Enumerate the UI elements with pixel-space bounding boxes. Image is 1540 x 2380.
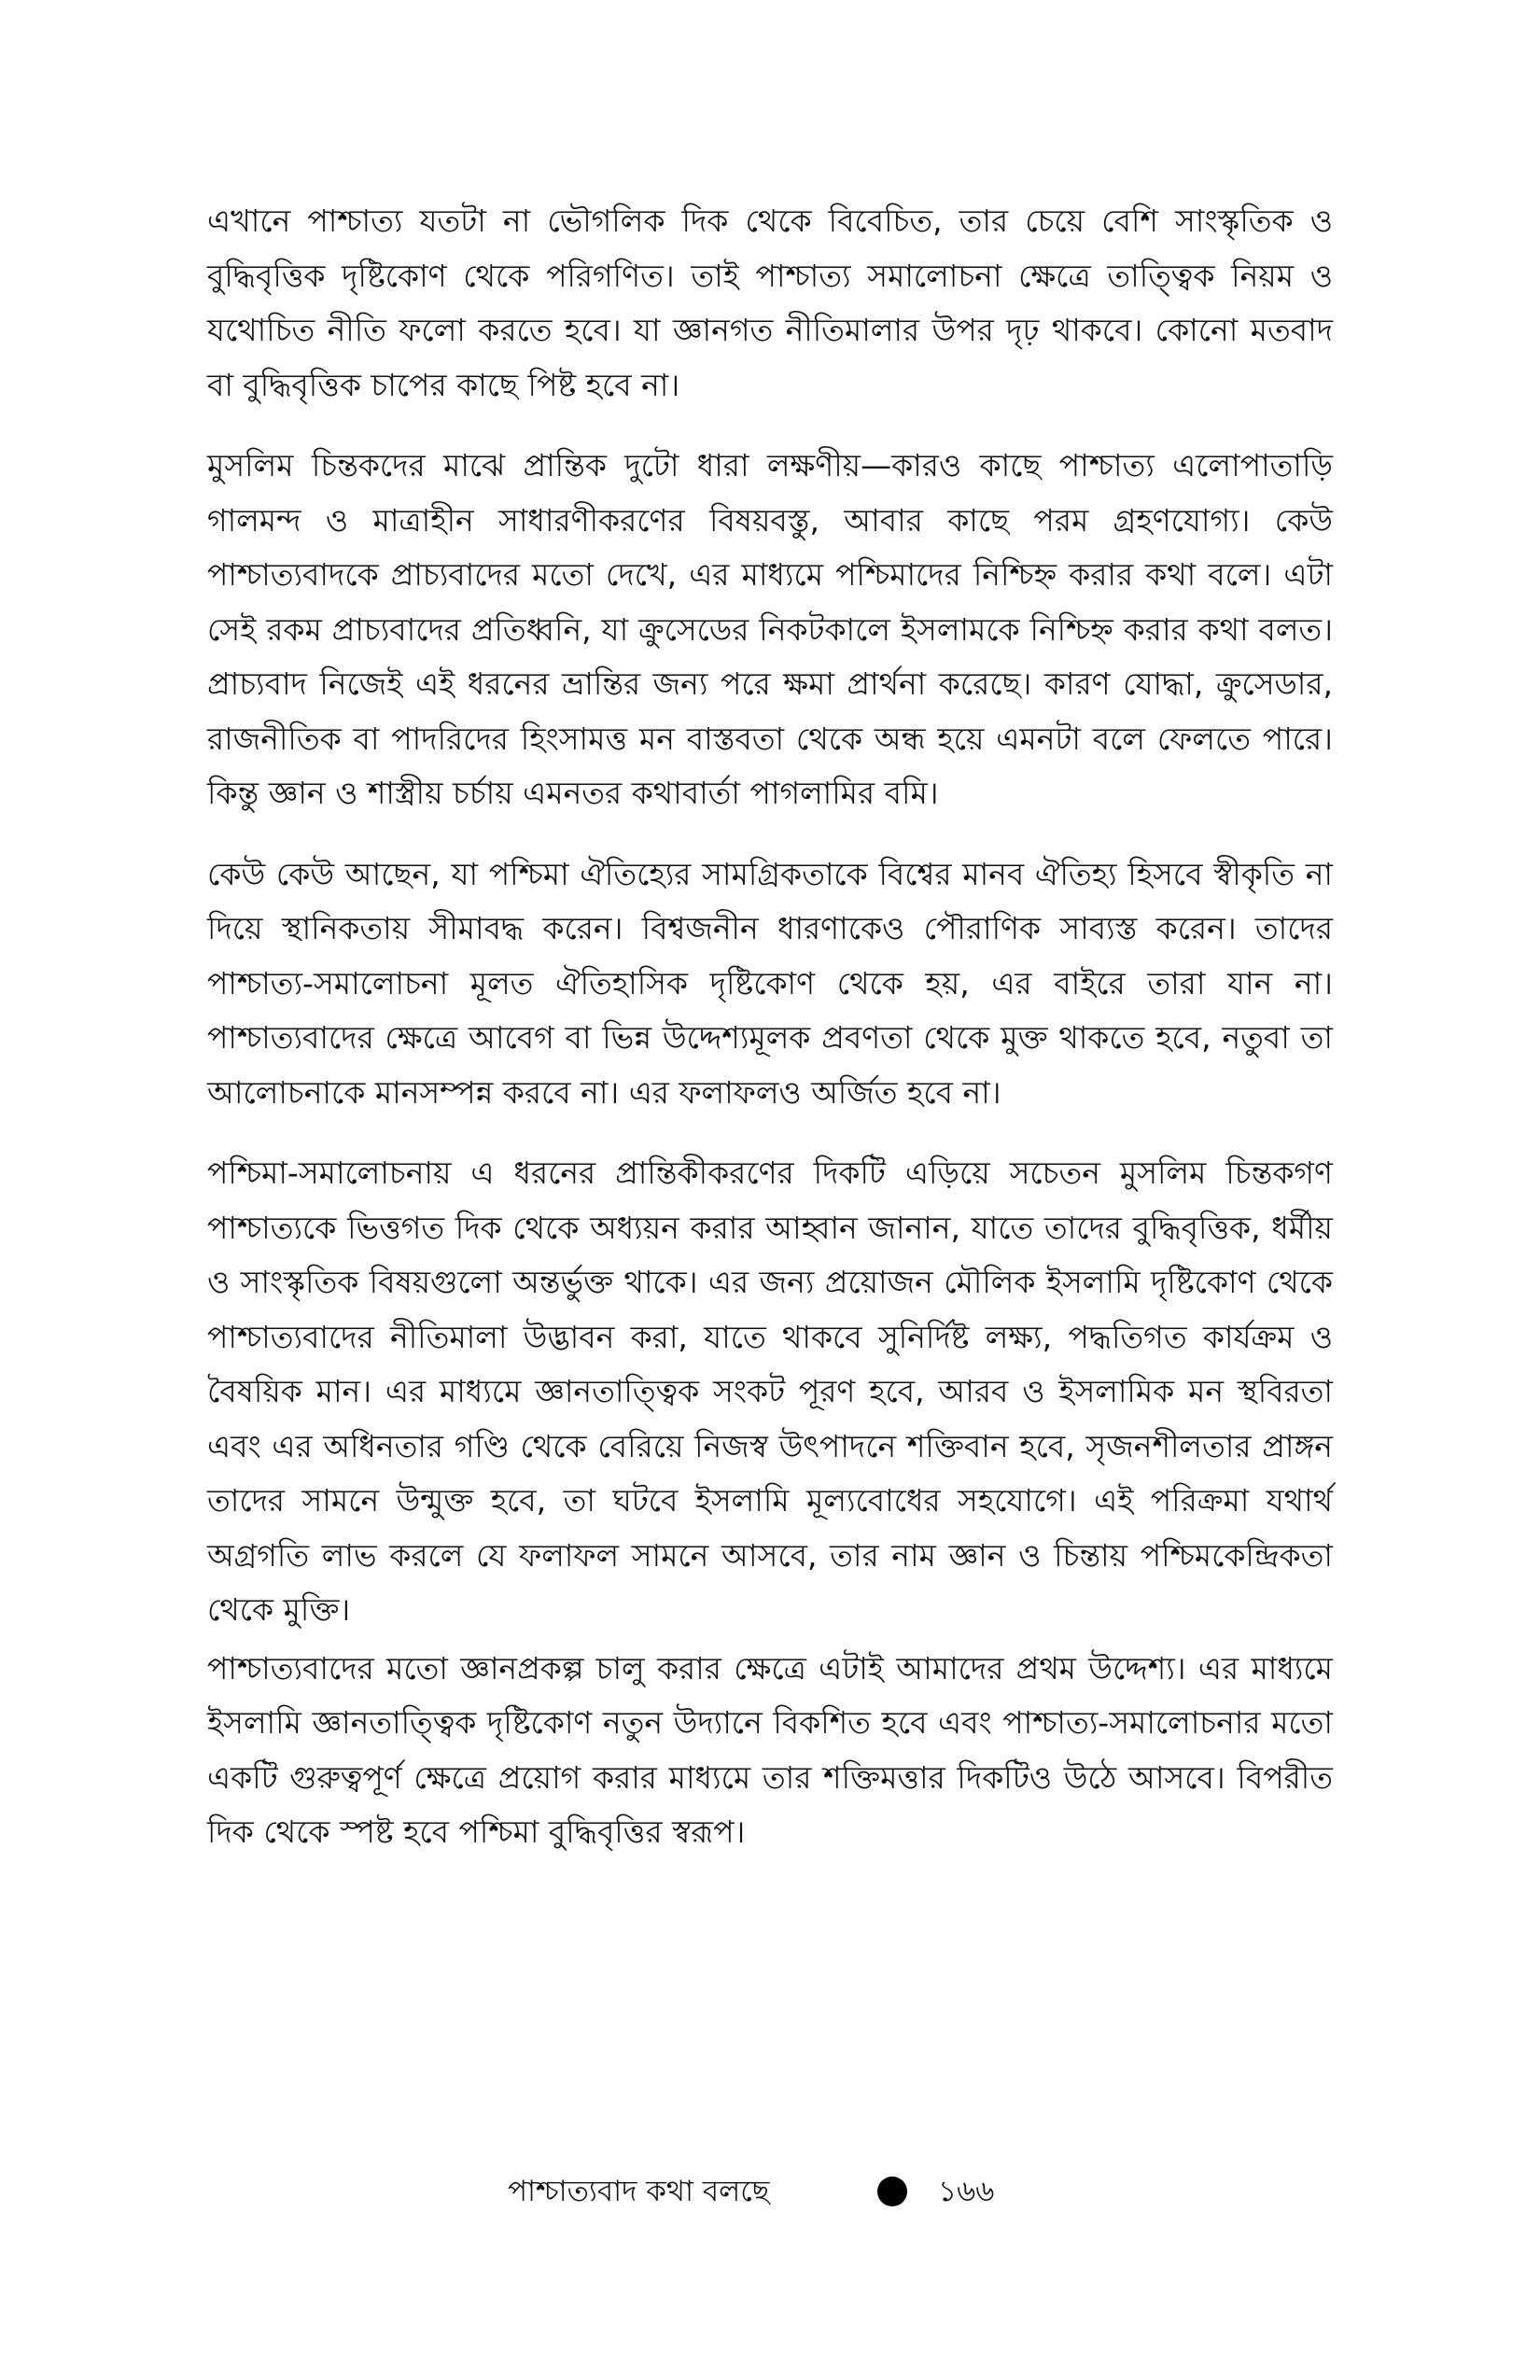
running-footer-title: পাশ্চাত্যবাদ কথা বলছে <box>508 2175 770 2208</box>
page-number: ১৬৬ <box>938 2175 995 2208</box>
paragraph-2: মুসলিম চিন্তকদের মাঝে প্রান্তিক দুটো ধারা লক্ষণীয়—কারও কাছে পাশ্চাত্য এলোপাতাড়ি গালমন্দ ও মাত্রাহীন সাধারণীকরণের বিষয়বস্তু, আবার কাছে পরম গ্রহণযোগ্য। কেউ পাশ্চাত্যবাদকে প্রাচ্যবাদের মতো দেখে, এর মাধ্যমে পশ্চিমাদের নিশ্চিহ্ন করার কথা বলে। এটা সেই রকম প্রাচ্যবাদের প্রতিধ্বনি, যা ক্রুসেডের নিকটকালে ইসলামকে নিশ্চিহ্ন করার কথা বলত। প্রাচ্যবাদ নিজেই এই ধরনের ভ্রান্তির জন্য পরে ক্ষমা প্রার্থনা করেছে। কারণ যোদ্ধা, ক্রুসেডার, রাজনীতিক বা পাদরিদের হিংসামত্ত মন বাস্তবতা থেকে অন্ধ হয়ে এমনটা বলে ফেলতে পারে। কিন্তু জ্ঞান ও শাস্ত্রীয় চর্চায় এমনতর কথাবার্তা পাগলামির বমি। <box>207 447 1333 811</box>
page-footer <box>0 2163 1540 2219</box>
paragraph-4: পশ্চিমা-সমালোচনায় এ ধরনের প্রান্তিকীকরণের দিকটি এড়িয়ে সচেতন মুসলিম চিন্তকগণ পাশ্চাত্যকে ভিত্তগত দিক থেকে অধ্যয়ন করার আহ্বান জানান, যাতে তাদের বুদ্ধিবৃত্তিক, ধর্মীয় ও সাংস্কৃতিক বিষয়গুলো অন্তর্ভুক্ত থাকে। এর জন্য প্রয়োজন মৌলিক ইসলামি দৃষ্টিকোণ থেকে পাশ্চাত্যবাদের নীতিমালা উদ্ভাবন করা, যাতে থাকবে সুনির্দিষ্ট লক্ষ্য, পদ্ধতিগত কার্যক্রম ও বৈষয়িক মান। এর মাধ্যমে জ্ঞানতাত্ত্বিক সংকট পূরণ হবে, আরব ও ইসলামিক মন স্থবিরতা এবং এর অধিনতার গণ্ডি থেকে বেরিয়ে নিজস্ব উৎপাদনে শক্তিবান হবে, সৃজনশীলতার প্রাঙ্গন তাদের সামনে উন্মুক্ত হবে, তা ঘটবে ইসলামি মূল্যবোধের সহযোগে। এই পরিক্রমা যথার্থ অগ্রগতি লাভ করলে যে ফলাফল সামনে আসবে, তার নাম জ্ঞান ও চিন্তায় পশ্চিমকেন্দ্রিকতা থেকে মুক্তি। <box>207 1155 1333 1628</box>
paragraph-1: এখানে পাশ্চাত্য যতটা না ভৌগলিক দিক থেকে বিবেচিত, তার চেয়ে বেশি সাংস্কৃতিক ও বুদ্ধিবৃত্তিক দৃষ্টিকোণ থেকে পরিগণিত। তাই পাশ্চাত্য সমালোচনা ক্ষেত্রে তাত্ত্বিক নিয়ম ও যথোচিত নীতি ফলো করতে হবে। যা জ্ঞানগত নীতিমালার উপর দৃঢ় থাকবে। কোনো মতবাদ বা বুদ্ধিবৃত্তিক চাপের কাছে পিষ্ট হবে না। <box>207 203 1333 403</box>
paragraph-5: পাশ্চাত্যবাদের মতো জ্ঞানপ্রকল্প চালু করার ক্ষেত্রে এটাই আমাদের প্রথম উদ্দেশ্য। এর মাধ্যমে ইসলামি জ্ঞানতাত্ত্বিক দৃষ্টিকোণ নতুন উদ্যানে বিকশিত হবে এবং পাশ্চাত্য-সমালোচনার মতো একটি গুরুত্বপূর্ণ ক্ষেত্রে প্রয়োগ করার মাধ্যমে তার শক্তিমত্তার দিকটিও উঠে আসবে। বিপরীত দিক থেকে স্পষ্ট হবে পশ্চিমা বুদ্ধিবৃত্তির স্বরূপ। <box>207 1649 1333 1850</box>
body-text <box>207 194 1333 1860</box>
paragraph-3: কেউ কেউ আছেন, যা পশ্চিমা ঐতিহ্যের সামগ্রিকতাকে বিশ্বের মানব ঐতিহ্য হিসবে স্বীকৃতি না দিয়ে স্থানিকতায় সীমাবদ্ধ করেন। বিশ্বজনীন ধারণাকেও পৌরাণিক সাব্যস্ত করেন। তাদের পাশ্চাত্য-সমালোচনা মূলত ঐতিহাসিক দৃষ্টিকোণ থেকে হয়, এর বাইরে তারা যান না। পাশ্চাত্যবাদের ক্ষেত্রে আবেগ বা ভিন্ন উদ্দেশ্যমূলক প্রবণতা থেকে মুক্ত থাকতে হবে, নতুবা তা আলোচনাকে মানসম্পন্ন করবে না। এর ফলাফলও অর্জিত হবে না। <box>207 855 1333 1111</box>
bullet-icon <box>877 2177 907 2206</box>
